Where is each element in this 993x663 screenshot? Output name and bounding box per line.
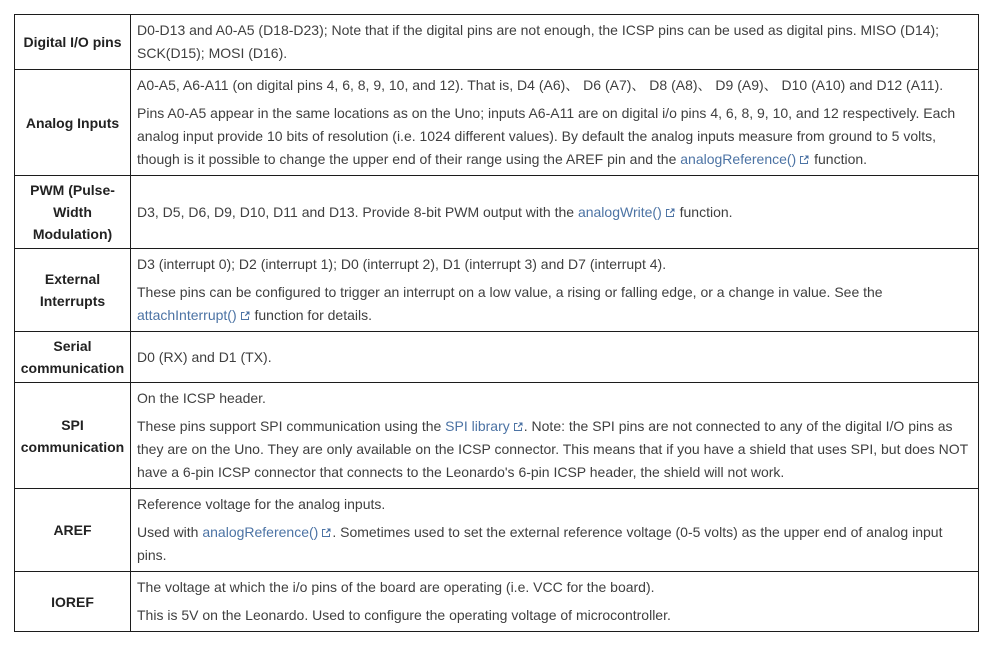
- row-description: [131, 70, 979, 176]
- row-label: AREF: [15, 489, 131, 572]
- external-link[interactable]: analogReference(): [202, 524, 332, 540]
- row-description: [131, 572, 979, 632]
- table-row: [15, 489, 979, 572]
- table-row: [15, 70, 979, 176]
- external-link-icon: [799, 148, 809, 171]
- external-link-icon: [513, 415, 523, 438]
- table-row: [15, 572, 979, 632]
- row-description: [131, 489, 979, 572]
- table-row: [15, 332, 979, 383]
- external-link[interactable]: SPI library: [445, 418, 524, 434]
- table-row: [15, 249, 979, 332]
- description-paragraph: These pins can be configured to trigger an interrupt on a low value, a rising or falling edge, or a change in value. See the attachInterrupt() function for details.: [137, 281, 972, 327]
- pin-function-table: [14, 14, 979, 632]
- row-description: [131, 176, 979, 249]
- description-paragraph: Pins A0-A5 appear in the same locations as on the Uno; inputs A6-A11 are on digital i/o pins 4, 6, 8, 9, 10, and 12 respectively. Each analog input provide 10 bits of resolution (i.e. 1024 different values). By default the analog inputs measure from ground to 5 volts, though is it possible to change the upper end of their range using the AREF pin and the analogReference() function.: [137, 102, 972, 171]
- table-row: [15, 15, 979, 70]
- pin-table-body: [15, 15, 979, 632]
- row-label: SPI communication: [15, 383, 131, 489]
- table-row: [15, 383, 979, 489]
- description-paragraph: A0-A5, A6-A11 (on digital pins 4, 6, 8, 9, 10, and 12). That is, D4 (A6)、 D6 (A7)、 D8 (A8)、 D9 (A9)、 D10 (A10) and D12 (A11).: [137, 77, 944, 93]
- row-label: PWM (Pulse-Width Modulation): [15, 176, 131, 249]
- row-description: [131, 15, 979, 70]
- row-description: [131, 383, 979, 489]
- row-description: [131, 249, 979, 332]
- description-paragraph: Used with analogReference() . Sometimes used to set the external reference voltage (0-5 volts) as the upper end of analog input pins.: [137, 521, 972, 567]
- table-row: [15, 176, 979, 249]
- external-link-icon: [321, 521, 331, 544]
- external-link[interactable]: analogWrite(): [578, 204, 676, 220]
- description-paragraph: On the ICSP header.: [137, 390, 266, 406]
- description-paragraph: These pins support SPI communication using the SPI library . Note: the SPI pins are not connected to any of the digital I/O pins as they are on the Uno. They are only available on the ICSP connector. This means that if you have a shield that uses SPI, but does NOT have a 6-pin ICSP connector that connects to the Leonardo's 6-pin ICSP header, the shield will not work.: [137, 415, 972, 484]
- row-label: External Interrupts: [15, 249, 131, 332]
- description-paragraph: D3, D5, D6, D9, D10, D11 and D13. Provide 8-bit PWM output with the analogWrite() function.: [137, 201, 972, 224]
- external-link-icon: [665, 201, 675, 224]
- external-link[interactable]: attachInterrupt(): [137, 307, 251, 323]
- description-paragraph: D0 (RX) and D1 (TX).: [137, 348, 272, 365]
- row-label: Serial communication: [15, 332, 131, 383]
- row-label: IOREF: [15, 572, 131, 632]
- description-paragraph: D3 (interrupt 0); D2 (interrupt 1); D0 (interrupt 2), D1 (interrupt 3) and D7 (interrupt 4).: [137, 256, 667, 272]
- description-paragraph: This is 5V on the Leonardo. Used to configure the operating voltage of microcontroller.: [137, 607, 671, 623]
- external-link[interactable]: analogReference(): [680, 151, 810, 167]
- row-label: Analog Inputs: [15, 70, 131, 176]
- external-link-icon: [240, 304, 250, 327]
- description-paragraph: The voltage at which the i/o pins of the board are operating (i.e. VCC for the board).: [137, 579, 655, 595]
- description-paragraph: D0-D13 and A0-A5 (D18-D23); Note that if the digital pins are not enough, the ICSP pins can be used as digital pins. MISO (D14); SCK(D15); MOSI (D16).: [137, 22, 940, 61]
- row-label: Digital I/O pins: [15, 15, 131, 70]
- row-description: [131, 332, 979, 383]
- description-paragraph: Reference voltage for the analog inputs.: [137, 496, 386, 512]
